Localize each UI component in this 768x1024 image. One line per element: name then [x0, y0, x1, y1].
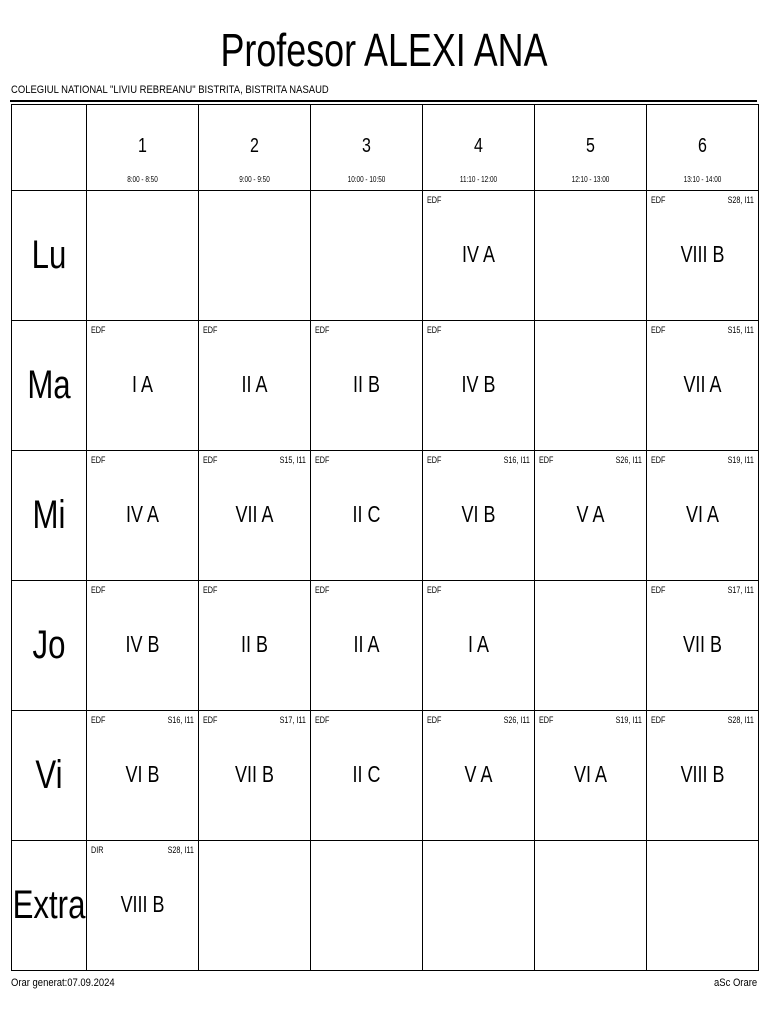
lesson-cell: [423, 191, 535, 321]
day-label-cell: [12, 321, 87, 451]
day-name: Vi: [35, 753, 63, 797]
lesson-cell: [535, 451, 647, 581]
lesson-subject: EDF: [539, 715, 554, 725]
lesson-cell: [423, 581, 535, 711]
day-label-cell: [12, 581, 87, 711]
lesson-subject: EDF: [651, 325, 666, 335]
lesson-cell: [87, 321, 199, 451]
lesson-class: VI B: [461, 501, 496, 527]
lesson-room: S16, I11: [167, 715, 194, 725]
period-number: 3: [362, 135, 371, 157]
lesson-class: II B: [241, 631, 268, 657]
day-row-ma: [12, 321, 759, 451]
lesson-cell: [311, 711, 423, 841]
lesson-subject: EDF: [651, 585, 666, 595]
lesson-class: VIII B: [680, 241, 725, 267]
day-name: Ma: [27, 363, 71, 407]
lesson-subject: EDF: [651, 455, 666, 465]
period-number: 5: [586, 135, 595, 157]
day-name: Mi: [32, 493, 66, 537]
lesson-class: IV A: [126, 501, 159, 527]
lesson-room: S19, I11: [615, 715, 642, 725]
day-row-mi: [12, 451, 759, 581]
lesson-cell: [199, 581, 311, 711]
lesson-class: I A: [132, 371, 153, 397]
lesson-subject: EDF: [91, 585, 106, 595]
day-label-cell: [12, 451, 87, 581]
period-header-6: [647, 105, 759, 191]
day-name: Jo: [32, 623, 66, 667]
lesson-subject: DIR: [91, 845, 104, 855]
lesson-class: II C: [352, 761, 381, 787]
lesson-room: S17, I11: [279, 715, 306, 725]
lesson-class: IV B: [125, 631, 160, 657]
lesson-cell: [423, 321, 535, 451]
lesson-room: S15, I11: [279, 455, 306, 465]
lesson-cell: [87, 581, 199, 711]
lesson-class: VII B: [235, 761, 274, 787]
lesson-subject: EDF: [203, 325, 218, 335]
period-number: 4: [474, 135, 483, 157]
day-label-cell: [12, 841, 87, 971]
lesson-cell: [647, 451, 759, 581]
lesson-class: VI B: [125, 761, 160, 787]
period-header-4: [423, 105, 535, 191]
lesson-cell: [199, 711, 311, 841]
lesson-subject: EDF: [315, 715, 330, 725]
lesson-class: VII A: [683, 371, 722, 397]
lesson-class: II B: [353, 371, 380, 397]
lesson-subject: EDF: [203, 455, 218, 465]
lesson-cell: [311, 191, 423, 321]
period-number: 2: [250, 135, 259, 157]
lesson-cell: [87, 191, 199, 321]
school-name: COLEGIUL NATIONAL "LIVIU REBREANU" BISTRITA, BISTRITA NASAUD: [11, 84, 329, 96]
period-time: 10:00 - 10:50: [347, 175, 386, 184]
timetable: [11, 104, 759, 971]
lesson-room: S19, I11: [727, 455, 754, 465]
lesson-cell: [199, 191, 311, 321]
lesson-room: S28, I11: [727, 715, 754, 725]
corner-cell: [12, 105, 87, 191]
lesson-subject: EDF: [91, 455, 106, 465]
lesson-subject: EDF: [651, 715, 666, 725]
period-header-1: [87, 105, 199, 191]
lesson-room: S28, I11: [727, 195, 754, 205]
period-time: 8:00 - 8:50: [127, 175, 158, 184]
lesson-cell: [647, 711, 759, 841]
lesson-cell: [535, 711, 647, 841]
period-time: 9:00 - 9:50: [239, 175, 270, 184]
period-number: 6: [698, 135, 707, 157]
lesson-subject: EDF: [427, 715, 442, 725]
lesson-class: I A: [468, 631, 489, 657]
day-label-cell: [12, 191, 87, 321]
header-divider: [10, 100, 757, 102]
lesson-room: S28, I11: [167, 845, 194, 855]
lesson-subject: EDF: [203, 585, 218, 595]
day-name: Lu: [31, 233, 67, 277]
lesson-cell: [535, 581, 647, 711]
lesson-cell: [199, 451, 311, 581]
lesson-cell: [87, 711, 199, 841]
lesson-cell: [311, 451, 423, 581]
lesson-subject: EDF: [427, 585, 442, 595]
period-time: 12:10 - 13:00: [571, 175, 610, 184]
lesson-class: VIII B: [680, 761, 725, 787]
lesson-cell: [647, 191, 759, 321]
period-header-3: [311, 105, 423, 191]
lesson-subject: EDF: [91, 715, 106, 725]
lesson-cell: [311, 321, 423, 451]
lesson-cell: [423, 451, 535, 581]
period-header-row: [12, 105, 759, 191]
lesson-room: S26, I11: [503, 715, 530, 725]
lesson-cell: [535, 321, 647, 451]
lesson-cell: [647, 841, 759, 971]
lesson-class: VI A: [686, 501, 719, 527]
lesson-class: V A: [464, 761, 493, 787]
lesson-subject: EDF: [203, 715, 218, 725]
lesson-subject: EDF: [427, 325, 442, 335]
lesson-room: S15, I11: [727, 325, 754, 335]
lesson-subject: EDF: [539, 455, 554, 465]
lesson-cell: [199, 321, 311, 451]
lesson-cell: [647, 321, 759, 451]
day-label-cell: [12, 711, 87, 841]
lesson-cell: [423, 841, 535, 971]
lesson-room: S16, I11: [503, 455, 530, 465]
lesson-subject: EDF: [315, 585, 330, 595]
lesson-class: II A: [353, 631, 380, 657]
lesson-subject: EDF: [315, 325, 330, 335]
lesson-class: VII A: [235, 501, 274, 527]
lesson-class: II C: [352, 501, 381, 527]
lesson-class: V A: [576, 501, 605, 527]
lesson-cell: [87, 451, 199, 581]
brand-label: aSc Orare: [713, 977, 757, 989]
lesson-cell: [311, 841, 423, 971]
lesson-subject: EDF: [315, 455, 330, 465]
day-name: Extra: [12, 883, 86, 927]
day-row-lu: [12, 191, 759, 321]
lesson-subject: EDF: [427, 195, 442, 205]
lesson-cell: [87, 841, 199, 971]
lesson-subject: EDF: [651, 195, 666, 205]
page-title: Profesor ALEXI ANA: [220, 24, 548, 76]
lesson-cell: [535, 191, 647, 321]
lesson-subject: EDF: [427, 455, 442, 465]
period-header-2: [199, 105, 311, 191]
generated-date: Orar generat:07.09.2024: [11, 977, 115, 989]
period-number: 1: [138, 135, 147, 157]
lesson-cell: [311, 581, 423, 711]
lesson-cell: [647, 581, 759, 711]
lesson-room: S17, I11: [727, 585, 754, 595]
lesson-class: VIII B: [120, 891, 165, 917]
lesson-class: II A: [241, 371, 268, 397]
lesson-class: VII B: [683, 631, 722, 657]
lesson-class: VI A: [574, 761, 607, 787]
period-header-5: [535, 105, 647, 191]
day-row-vi: [12, 711, 759, 841]
lesson-room: S26, I11: [615, 455, 642, 465]
period-time: 11:10 - 12:00: [459, 175, 498, 184]
lesson-subject: EDF: [91, 325, 106, 335]
lesson-cell: [199, 841, 311, 971]
lesson-class: IV B: [461, 371, 496, 397]
lesson-cell: [423, 711, 535, 841]
day-row-jo: [12, 581, 759, 711]
lesson-cell: [535, 841, 647, 971]
day-row-extra: [12, 841, 759, 971]
period-time: 13:10 - 14:00: [683, 175, 722, 184]
lesson-class: IV A: [462, 241, 495, 267]
